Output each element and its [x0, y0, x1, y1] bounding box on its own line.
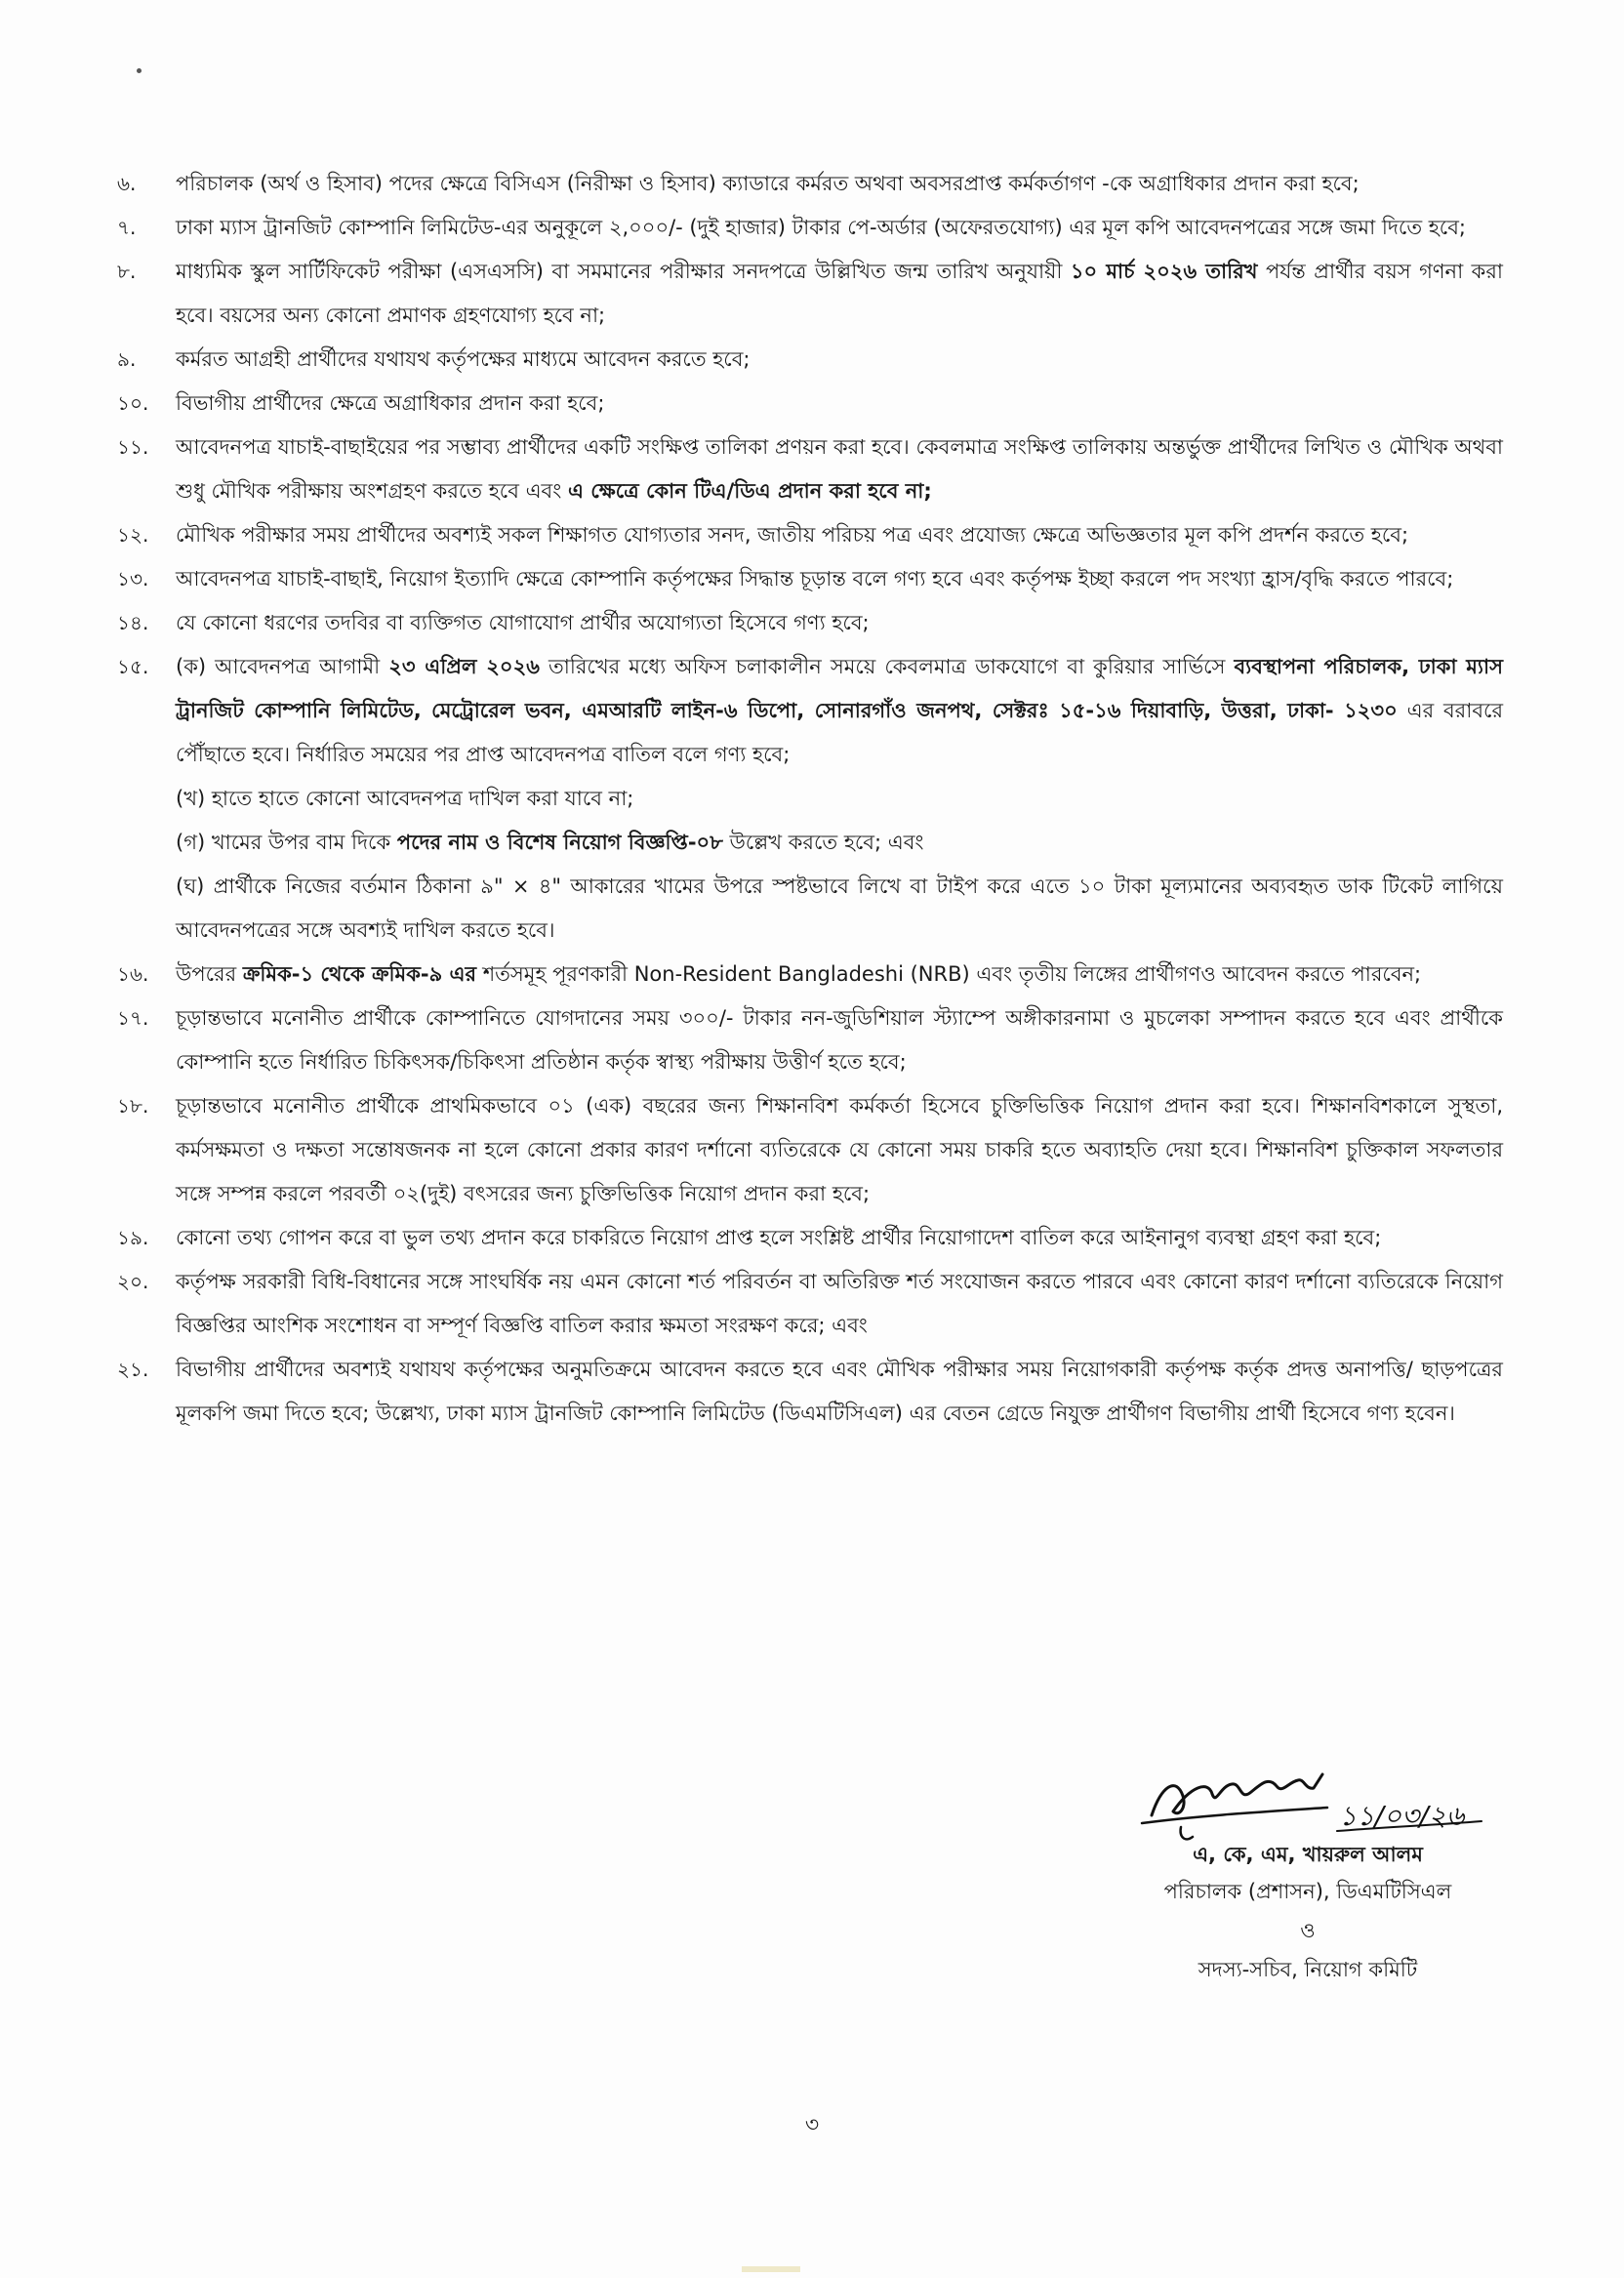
item-number: ১৭. [117, 1006, 149, 1030]
sub-item-gha: (ঘ) প্রার্থীকে নিজের বর্তমান ঠিকানা ৯" × ৪" আকারের খামের উপরে স্পষ্টভাবে লিখে বা টাইপ করে এতে ১০ টাকা মূল্যমানের অব্যবহৃত ডাক টিকেট লাগিয়ে আবেদনপত্রের সঙ্গে অবশ্যই দাখিল করতে হবে। [176, 875, 1503, 942]
item-text: বিভাগীয় প্রার্থীদের ক্ষেত্রে অগ্রাধিকার প্রদান করা হবে; [176, 391, 605, 415]
item-number: ১৩. [117, 567, 149, 590]
item-text: কর্তৃপক্ষ সরকারী বিধি-বিধানের সঙ্গে সাংঘর্ষিক নয় এমন কোনো শর্ত পরিবর্তন বা অতিরিক্ত শর্ত সংযোজন করতে পারবে এবং কোনো কারণ দর্শানো ব্যতিরেকে নিয়োগ বিজ্ঞপ্তির আংশিক সংশোধন বা সম্পূর্ণ বিজ্ঞপ্তি বাতিল করার ক্ষমতা সংরক্ষণ করে; এবং [176, 1270, 1503, 1337]
item-number: ৯. [117, 347, 137, 371]
item-text: কোনো তথ্য গোপন করে বা ভুল তথ্য প্রদান করে চাকরিতে নিয়োগ প্রাপ্ত হলে সংশ্লিষ্ট প্রার্থীর নিয়োগাদেশ বাতিল করে আইনানুগ ব্যবস্থা গ্রহণ করা হবে; [176, 1226, 1382, 1249]
list-item-7 [117, 206, 1503, 250]
sub-item-kha: (খ) হাতে হাতে কোনো আবেদনপত্র দাখিল করা যাবে না; [176, 787, 634, 810]
item-text: মৌখিক পরীক্ষার সময় প্রার্থীদের অবশ্যই সকল শিক্ষাগত যোগ্যতার সনদ, জাতীয় পরিচয় পত্র এবং প্রযোজ্য ক্ষেত্রে অভিজ্ঞতার মূল কপি প্রদর্শন করতে হবে; [176, 523, 1409, 547]
signatory-conjunction: ও [1300, 1919, 1316, 1942]
item-text: চূড়ান্তভাবে মনোনীত প্রার্থীকে প্রাথমিকভাবে ০১ (এক) বছরের জন্য শিক্ষানবিশ কর্মকর্তা হিসেবে চুক্তিভিত্তিক নিয়োগ প্রদান করা হবে। শিক্ষানবিশকালে সুস্থতা, কর্মসক্ষমতা ও দক্ষতা সন্তোষজনক না হলে কোনো প্রকার কারণ দর্শানো ব্যতিরেকে যে কোনো সময় চাকরি হতে অব্যাহতি দেয়া হবে। শিক্ষানবিশ চুক্তিকাল সফলতার সঙ্গে সম্পন্ন করলে পরবর্তী ০২(দুই) বৎসরের জন্য চুক্তিভিত্তিক নিয়োগ প্রদান করা হবে; [176, 1094, 1503, 1205]
item-number: ১২. [117, 523, 149, 547]
list-item-11 [117, 426, 1503, 513]
item-text-part: মাধ্যমিক স্কুল সার্টিফিকেট পরীক্ষা (এসএসসি) বা সমমানের পরীক্ষার সনদপত্রে উল্লিখিত জন্ম তারিখ অনুযায়ী [176, 260, 1071, 283]
item-number: ১৯. [117, 1226, 149, 1249]
list-item-6 [117, 162, 1503, 206]
item-text-part: (গ) খামের উপর বাম দিকে [176, 831, 397, 854]
item-number: ৭. [117, 216, 137, 239]
item-number: ১১. [117, 435, 149, 459]
item-number: ২০. [117, 1270, 149, 1293]
item-text-part: এর বরাবরে পৌঁছাতে হবে। নির্ধারিত সময়ের পর প্রাপ্ত আবেদনপত্র বাতিল বলে গণ্য হবে; [176, 699, 1504, 766]
item-text: বিভাগীয় প্রার্থীদের অবশ্যই যথাযথ কর্তৃপক্ষের অনুমতিক্রমে আবেদন করতে হবে এবং মৌখিক পরীক্ষার সময় নিয়োগকারী কর্তৃপক্ষ কর্তৃক প্রদত্ত অনাপত্তি/ ছাড়পত্রের মূলকপি জমা দিতে হবে; উল্লেখ্য, ঢাকা ম্যাস ট্রানজিট কোম্পানি লিমিটেড (ডিএমটিসিএল) এর বেতন গ্রেডে নিযুক্ত প্রার্থীগণ বিভাগীয় প্রার্থী হিসেবে গণ্য হবেন। [176, 1358, 1503, 1425]
list-item-8 [117, 250, 1503, 338]
sub-item-ka [176, 645, 1503, 777]
item-text-part: আবেদনপত্র যাচাই-বাছাইয়ের পর সম্ভাব্য প্রার্থীদের একটি সংক্ষিপ্ত তালিকা প্রণয়ন করা হবে। কেবলমাত্র সংক্ষিপ্ত তালিকায় অন্তর্ভুক্ত প্রার্থীদের লিখিত ও মৌখিক অথবা শুধু মৌখিক পরীক্ষায় অংশগ্রহণ করতে হবে এবং [176, 435, 1503, 503]
list-item-21 [117, 1348, 1503, 1436]
list-item-16 [117, 953, 1503, 997]
list-item-9 [117, 338, 1503, 382]
list-item-10 [117, 382, 1503, 426]
signatory-role: সদস্য-সচিব, নিয়োগ কমিটি [1198, 1958, 1418, 1981]
signature-date: ১১/০৩/২৬ [1339, 1800, 1465, 1832]
list-item-14 [117, 601, 1503, 645]
item-text: আবেদনপত্র যাচাই-বাছাই, নিয়োগ ইত্যাদি ক্ষেত্রে কোম্পানি কর্তৃপক্ষের সিদ্ধান্ত চূড়ান্ত বলে গণ্য হবে এবং কর্তৃপক্ষ ইচ্ছা করলে পদ সংখ্যা হ্রাস/বৃদ্ধি করতে পারবে; [176, 567, 1454, 590]
item-number: ১৪. [117, 611, 149, 634]
item-text-part: (ক) আবেদনপত্র আগামী [176, 655, 389, 678]
item-number: ১৫. [117, 655, 149, 678]
serial-range: ক্রমিক-১ থেকে ক্রমিক-৯ এর [242, 962, 477, 986]
item-number: ১০. [117, 391, 149, 415]
mailing-address: ব্যবস্থাপনা পরিচালক, ঢাকা ম্যাস ট্রানজিট কোম্পানি লিমিটেড, মেট্রোরেল ভবন, এমআরটি লাইন-৬ ডিপো, সোনারগাঁও জনপথ, সেক্টরঃ ১৫-১৬ দিয়াবাড়ি, উত্তরা, ঢাকা- ১২৩০ [176, 655, 1503, 722]
item-text: যে কোনো ধরণের তদবির বা ব্যক্তিগত যোগাযোগ প্রার্থীর অযোগ্যতা হিসেবে গণ্য হবে; [176, 611, 870, 634]
item-number: ৬. [117, 172, 137, 195]
item-text [176, 953, 1503, 997]
list-item-20 [117, 1260, 1503, 1348]
item-text-part: তারিখের মধ্যে অফিস চলাকালীন সময়ে কেবলমাত্র ডাকযোগে বা কুরিয়ার সার্ভিসে [539, 655, 1235, 678]
item-number: ১৮. [117, 1094, 149, 1118]
list-item-13 [117, 557, 1503, 601]
signature-block [1113, 1747, 1503, 1989]
sub-item-ga [176, 821, 1503, 865]
item-text: কর্মরত আগ্রহী প্রার্থীদের যথাযথ কর্তৃপক্ষের মাধ্যমে আবেদন করতে হবে; [176, 347, 751, 371]
age-cutoff-date: ১০ মার্চ ২০২৬ তারিখ [1070, 260, 1258, 283]
item-text-part: উল্লেখ করতে হবে; এবং [722, 831, 924, 854]
scan-speck [137, 68, 142, 73]
list-item-15 [117, 645, 1503, 953]
list-item-18 [117, 1084, 1503, 1216]
signatory-name: এ, কে, এম, খায়রুল আলম [1193, 1843, 1423, 1866]
deadline-date: ২৩ এপ্রিল ২০২৬ [388, 655, 540, 678]
item-number: ২১. [117, 1358, 149, 1381]
item-text: চূড়ান্তভাবে মনোনীত প্রার্থীকে কোম্পানিতে যোগদানের সময় ৩০০/- টাকার নন-জুডিশিয়াল স্ট্যাম্পে অঙ্গীকারনামা ও মুচলেকা সম্পাদন করতে হবে এবং প্রার্থীকে কোম্পানি হতে নির্ধারিত চিকিৎসক/চিকিৎসা প্রতিষ্ঠান কর্তৃক স্বাস্থ্য পরীক্ষায় উত্তীর্ণ হতে হবে; [176, 1006, 1503, 1074]
item-text-part: শর্তসমূহ পূরণকারী Non-Resident Bangladeshi (NRB) এবং তৃতীয় লিঙ্গের প্রার্থীগণও আবেদন করতে পারবেন; [476, 962, 1422, 986]
item-text: পরিচালক (অর্থ ও হিসাব) পদের ক্ষেত্রে বিসিএস (নিরীক্ষা ও হিসাব) ক্যাডারে কর্মরত অথবা অবসরপ্রাপ্ত কর্মকর্তাগণ -কে অগ্রাধিকার প্রদান করা হবে; [176, 172, 1360, 195]
list-item-19 [117, 1216, 1503, 1260]
item-text: ঢাকা ম্যাস ট্রানজিট কোম্পানি লিমিটেড-এর অনুকূলে ২,০০০/- (দুই হাজার) টাকার পে-অর্ডার (অফেরতযোগ্য) এর মূল কপি আবেদনপত্রের সঙ্গে জমা দিতে হবে; [176, 216, 1466, 239]
item-text-part: উপরের [176, 962, 243, 986]
item-number: ৮. [117, 260, 137, 283]
item-text-part: পর্যন্ত প্রার্থীর বয়স গণনা করা হবে। বয়সের অন্য কোনো প্রমাণক গ্রহণযোগ্য হবে না; [176, 260, 1503, 327]
list-item-17 [117, 997, 1503, 1084]
item-text [176, 645, 1503, 953]
conditions-list [117, 162, 1503, 1436]
item-number: ১৬. [117, 962, 149, 986]
no-ta-da-notice: এ ক্ষেত্রে কোন টিএ/ডিএ প্রদান করা হবে না; [567, 479, 932, 503]
item-text [176, 250, 1503, 338]
envelope-label: পদের নাম ও বিশেষ নিয়োগ বিজ্ঞপ্তি-০৮ [396, 831, 723, 854]
page-number: ৩ [804, 2113, 820, 2137]
scan-edge-mark [742, 2266, 800, 2272]
list-item-12 [117, 513, 1503, 557]
item-text [176, 426, 1503, 513]
signatory-title: পরিচালক (প্রশাসন), ডিএমটিসিএল [1163, 1880, 1452, 1903]
